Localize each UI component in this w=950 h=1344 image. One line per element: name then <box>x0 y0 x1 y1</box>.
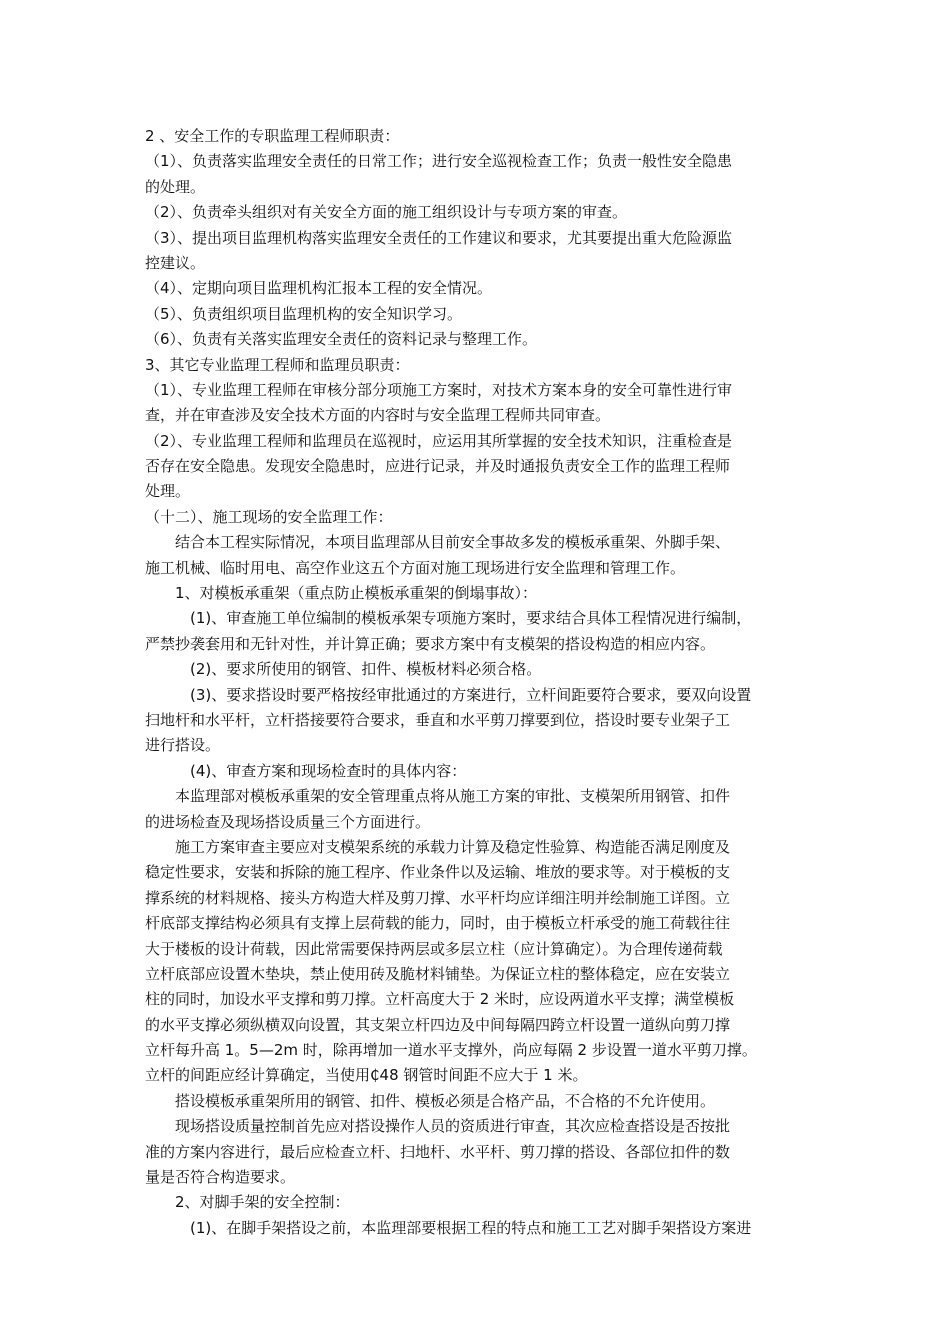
text-line: 现场搭设质量控制首先应对搭设操作人员的资质进行审查，其次应检查搭设是否按批 <box>175 1117 731 1136</box>
text-line: 大于楼板的设计荷载，因此常需要保持两层或多层立柱（应计算确定）。为合理传递荷载 <box>145 939 723 958</box>
text-line: （1）、负责落实监理安全责任的日常工作；进行安全巡视检查工作；负责一般性安全隐患 <box>145 152 733 171</box>
text-line: 的水平支撑必须纵横双向设置，其支架立杆四边及中间每隔四跨立杆设置一道纵向剪刀撑 <box>145 1015 731 1034</box>
text-line: 柱的同时，加设水平支撑和剪刀撑。立杆高度大于 2 米时，应设两道水平支撑；满堂模板 <box>145 990 735 1009</box>
text-line: 撑系统的材料规格、接头方构造大样及剪刀撑、水平杆均应详细注明并绘制施工详图。立 <box>145 888 731 907</box>
text-line: 严禁抄袭套用和无针对性，并计算正确；要求方案中有支模架的搭设构造的相应内容。 <box>145 634 716 653</box>
text-line: 施工机械、临时用电、高空作业这五个方面对施工现场进行安全监理和管理工作。 <box>145 558 686 577</box>
text-line: (2)、要求所使用的钢管、扣件、模板材料必须合格。 <box>190 660 542 679</box>
text-line: 搭设模板承重架所用的钢管、扣件、模板必须是合格产品，不合格的不允许使用。 <box>175 1091 716 1110</box>
text-line: 处理。 <box>145 482 191 501</box>
text-line: (1)、审查施工单位编制的模板承架专项施方案时，要求结合具体工程情况进行编制， <box>190 609 752 628</box>
text-line: 量是否符合构造要求。 <box>145 1168 296 1187</box>
text-line: （5）、负责组织项目监理机构的安全知识学习。 <box>145 304 463 323</box>
text-line: （6）、负责有关落实监理安全责任的资料记录与整理工作。 <box>145 330 538 349</box>
text-line: 2 、安全工作的专职监理工程师职责： <box>145 127 400 145</box>
text-line: （4）、定期向项目监理机构汇报本工程的安全情况。 <box>145 279 493 298</box>
text-line: 结合本工程实际情况，本项目监理部从目前安全事故多发的模板承重架、外脚手架、 <box>175 533 731 552</box>
text-line: 准的方案内容进行，最后应检查立杆、扫地杆、水平杆、剪刀撑的搭设、各部位扣件的数 <box>145 1142 731 1161</box>
text-line: 否存在安全隐患。发现安全隐患时，应进行记录，并及时通报负责安全工作的监理工程师 <box>145 457 731 476</box>
text-line: (4)、审查方案和现场检查时的具体内容： <box>190 761 467 780</box>
text-line: 立杆每升高 1。5—2m 时，除再增加一道水平支撑外，尚应每隔 2 步设置一道水平剪刀撑。 <box>145 1041 757 1060</box>
subsection-heading: 2、对脚手架的安全控制： <box>175 1193 350 1212</box>
text-line: 杆底部支撑结构必须具有支撑上层荷载的能力，同时，由于模板立杆承受的施工荷载往往 <box>145 914 731 933</box>
text-line: 3、其它专业监理工程师和监理员职责： <box>145 355 410 374</box>
text-line: 的处理。 <box>145 177 206 196</box>
text-line: (3)、要求搭设时要严格按经审批通过的方案进行，立杆间距要符合要求，要双向设置 <box>190 685 752 704</box>
document-body <box>145 124 815 1241</box>
text-line: (1)、在脚手架搭设之前，本监理部要根据工程的特点和施工工艺对脚手架搭设方案进 <box>190 1218 752 1237</box>
text-line: 的进场检查及现场搭设质量三个方面进行。 <box>145 812 431 831</box>
text-line: 立杆的间距应经计算确定，当使用₵48 钢管时间距不应大于 1 米。 <box>145 1066 588 1085</box>
text-line: 查，并在审查涉及安全技术方面的内容时与安全监理工程师共同审查。 <box>145 406 611 425</box>
text-line: 稳定性要求，安装和拆除的施工程序、作业条件以及运输、堆放的要求等。对于模板的支 <box>145 863 731 882</box>
text-line: （3）、提出项目监理机构落实监理安全责任的工作建议和要求，尤其要提出重大危险源监 <box>145 228 733 247</box>
text-line: （1）、专业监理工程师在审核分部分项施工方案时，对技术方案本身的安全可靠性进行审 <box>145 380 733 399</box>
text-line: （2）、负责牵头组织对有关安全方面的施工组织设计与专项方案的审查。 <box>145 203 628 222</box>
subsection-heading: 1、对模板承重架（重点防止模板承重架的倒塌事故）： <box>175 584 538 603</box>
text-line: 本监理部对模板承重架的安全管理重点将从施工方案的审批、支模架所用钢管、扣件 <box>175 787 731 806</box>
text-line: （2）、专业监理工程师和监理员在巡视时，应运用其所掌握的安全技术知识，注重检查是 <box>145 431 733 450</box>
text-line: 进行搭设。 <box>145 736 221 755</box>
section-heading: （十二）、施工现场的安全监理工作： <box>145 507 393 526</box>
text-line: 施工方案审查主要应对支模架系统的承载力计算及稳定性验算、构造能否满足刚度及 <box>175 837 731 856</box>
text-line: 控建议。 <box>145 253 206 272</box>
text-line: 立杆底部应设置木垫块，禁止使用砖及脆材料铺垫。为保证立柱的整体稳定，应在安装立 <box>145 964 731 983</box>
text-line: 扫地杆和水平杆，立杆搭接要符合要求，垂直和水平剪刀撑要到位，搭设时要专业架子工 <box>145 710 731 729</box>
